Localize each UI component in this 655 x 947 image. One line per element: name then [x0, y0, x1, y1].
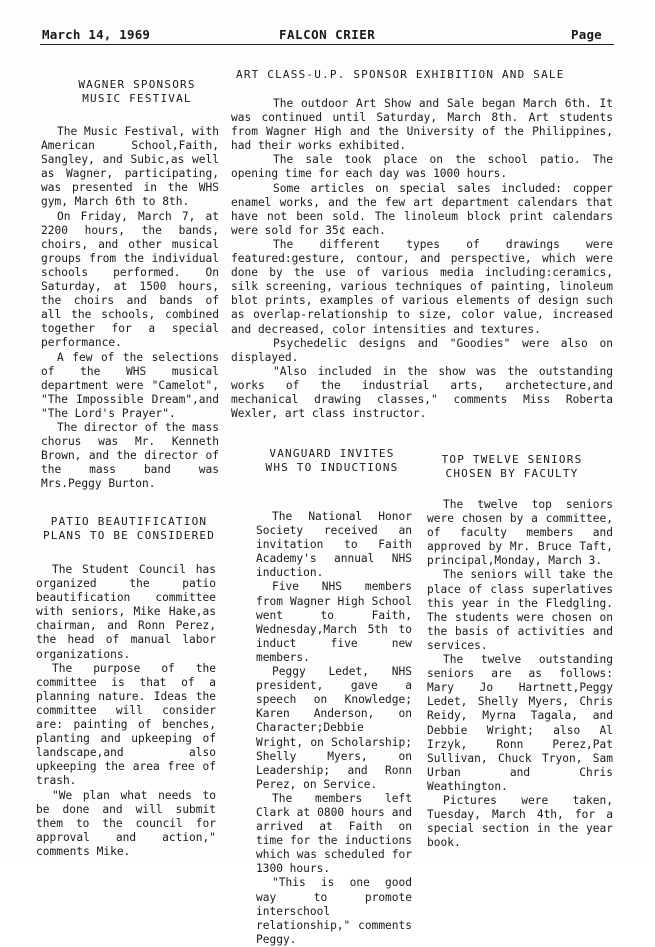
headline-line: WAGNER SPONSORS	[78, 78, 196, 91]
art-sale-body	[231, 97, 613, 421]
headline-line: VANGUARD INVITES	[269, 447, 395, 460]
paragraph: A few of the selections of the WHS musical department were "Camelot", "The Impossible Dream",and "The Lord's Prayer".	[41, 350, 219, 420]
paragraph: The twelve top seniors were chosen by a committee, of faculty members and approved by Mr. Bruce Taft, principal,Monday, March 3.	[427, 498, 613, 568]
paragraph: On Friday, March 7, at 2200 hours, the bands, choirs, and other musical groups from the individual schools performed. On Saturday, at 1500 hours, the choirs and bands of all the schools, combined together for a special performance.	[41, 209, 219, 350]
music-festival-headline	[52, 78, 222, 106]
paragraph: The sale took place on the school patio. The opening time for each day was 1000 hours.	[231, 153, 613, 181]
headline-line: MUSIC FESTIVAL	[82, 92, 192, 105]
vanguard-body	[256, 510, 412, 947]
paragraph: Five NHS members from Wagner High School went to Faith, Wednesday,March 5th to induct five new members.	[256, 580, 412, 664]
patio-body	[36, 563, 216, 859]
headline-line: WHS TO INDUCTIONS	[265, 461, 399, 474]
paragraph: The purpose of the committee is that of a planning nature. Ideas the committee will consider are: painting of benches, planting and upkeeping of landscape,and also upkeeping the area free of trash.	[36, 661, 216, 788]
paragraph: Psychedelic designs and "Goodies" were also on displayed.	[231, 336, 613, 364]
headline-line: PATIO BEAUTIFICATION	[50, 515, 208, 528]
issue-date: March 14, 1969	[42, 27, 151, 42]
masthead-rule	[40, 44, 614, 45]
paragraph: Peggy Ledet, NHS president, gave a speech on Knowledge; Karen Anderson, on Character;Debbie Wright, on Scholarship; Shelly Myers, on Leadership; and Ronn Perez, on Service.	[256, 665, 412, 791]
top-seniors-headline	[428, 453, 596, 481]
paragraph: The National Honor Society received an invitation to Faith Academy's annual NHS induction.	[256, 510, 412, 580]
headline-line: ART CLASS-U.P. SPONSOR EXHIBITION AND SALE	[236, 68, 565, 81]
paragraph: "Also included in the show was the outstanding works of the industrial arts, archetecture,and mechanical drawing classes," comments Miss Roberta Wexler, art class instructor.	[231, 364, 613, 421]
paragraph: The Student Council has organized the patio beautification committee with seniors, Mike Hake,as chairman, and Ronn Perez, the head of manual labor organizations.	[36, 563, 216, 661]
vanguard-headline	[246, 447, 418, 475]
paragraph: Pictures were taken, Tuesday, March 4th, for a special section in the year book.	[427, 793, 613, 850]
paragraph: Some articles on special sales included: copper enamel works, and the few art department calendars that have not been sold. The linoleum block print calendars were sold for 35¢ each.	[231, 181, 613, 237]
top-seniors-body	[427, 498, 613, 850]
paragraph: The members left Clark at 0800 hours and arrived at Faith on time for the inductions which was scheduled for 1300 hours.	[256, 791, 412, 876]
headline-line: CHOSEN BY FACULTY	[445, 467, 579, 480]
paragraph: The Music Festival, with American School,Faith, Sangley, and Subic,as well as Wagner, participating, was presented in the WHS gym, March 6th to 8th.	[41, 125, 219, 209]
paragraph: "We plan what needs to be done and will submit them to the council for approval and action," comments Mike.	[36, 788, 216, 858]
paragraph: The different types of drawings were featured:gesture, contour, and perspective, which were done by the use of various media including:ceramics, silk screening, various techniques of painting, linoleum blot prints, examples of various elements of design such as overlap-relationship to size, color value, increased and decreased, color intensities and textures.	[231, 237, 613, 336]
paragraph: "This is one good way to promote interschool relationship," comments Peggy.	[256, 876, 412, 946]
page-label: Page	[571, 27, 602, 42]
patio-headline	[36, 515, 222, 543]
paragraph: The outdoor Art Show and Sale began March 6th. It was continued until Saturday, March 8th. Art students from Wagner High and the University of the Philippines, had their works exhibited.	[231, 97, 613, 153]
paragraph: The seniors will take the place of class superlatives this year in the Fledgling. The students were chosen on the basis of activities and services.	[427, 568, 613, 652]
headline-line: PLANS TO BE CONSIDERED	[42, 529, 216, 542]
paper-name: FALCON CRIER	[279, 27, 376, 42]
paragraph: The twelve outstanding seniors are as follows: Mary Jo Hartnett,Peggy Ledet, Shelly Myers, Chris Reidy, Myrna Tagala, and Debbie Wright; also Al Irzyk, Ronn Perez,Pat Sullivan, Chuck Tryon, Sam Urban and Chris Weathington.	[427, 653, 613, 793]
headline-line: TOP TWELVE SENIORS	[441, 453, 583, 466]
music-festival-body	[41, 125, 219, 491]
art-sale-headline	[236, 68, 576, 82]
paragraph: The director of the mass chorus was Mr. Kenneth Brown, and the director of the mass band was Mrs.Peggy Burton.	[41, 420, 219, 491]
